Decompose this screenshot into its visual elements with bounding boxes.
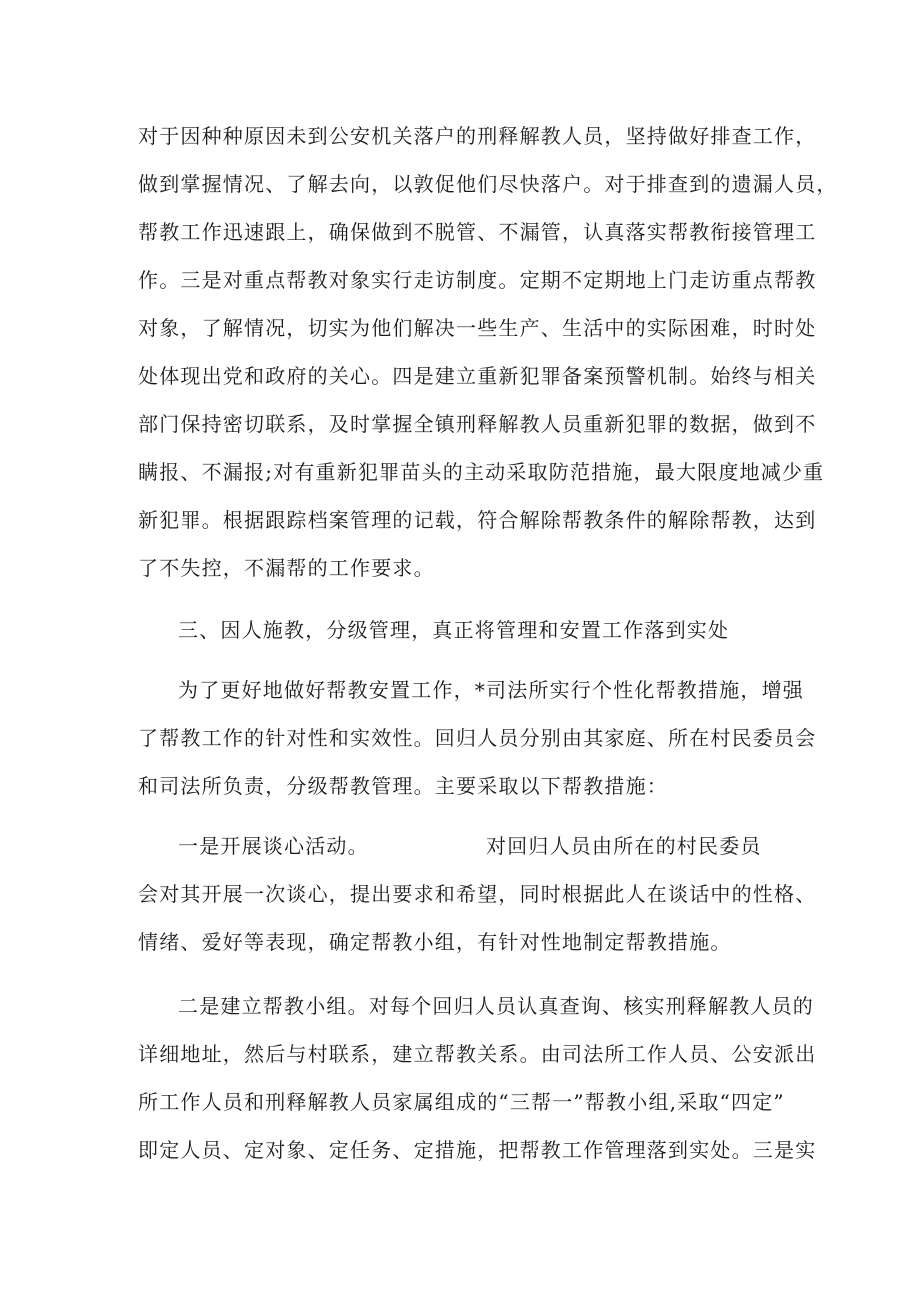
text-line: 详细地址，然后与村联系，建立帮教关系。由司法所工作人员、公安派出 bbox=[138, 1042, 817, 1066]
text-line: 对于因种种原因未到公安机关落户的刑释解教人员，坚持做好排查工作， bbox=[138, 124, 817, 148]
text-line: 部门保持密切联系，及时掌握全镇刑释解教人员重新犯罪的数据，做到不 bbox=[138, 412, 817, 436]
section-heading: 三、因人施教，分级管理，真正将管理和安置工作落到实处 bbox=[178, 618, 730, 642]
text-line: 了帮教工作的针对性和实效性。回归人员分别由其家庭、所在村民委员会 bbox=[138, 726, 817, 750]
text-line: 和司法所负责，分级帮教管理。主要采取以下帮教措施： bbox=[138, 774, 668, 798]
text-line: 新犯罪。根据跟踪档案管理的记载，符合解除帮教条件的解除帮教，达到 bbox=[138, 508, 817, 532]
text-line: 瞒报、不漏报;对有重新犯罪苗头的主动采取防范措施，最大限度地减少重 bbox=[138, 460, 825, 484]
text-line: 帮教工作迅速跟上，确保做到不脱管、不漏管，认真落实帮教衔接管理工 bbox=[138, 220, 817, 244]
text-line: 做到掌握情况、了解去向，以敦促他们尽快落户。对于排查到的遗漏人员， bbox=[138, 172, 838, 196]
text-line: 为了更好地做好帮教安置工作，*司法所实行个性化帮教措施，增强 bbox=[178, 678, 804, 702]
text-line: 即定人员、定对象、定任务、定措施，把帮教工作管理落到实处。三是实 bbox=[138, 1138, 817, 1162]
text-line-part: 对回归人员由所在的村民委员 bbox=[486, 834, 762, 858]
text-line: 所工作人员和刑释解教人员家属组成的“三帮一”帮教小组,采取“四定” bbox=[138, 1090, 785, 1114]
text-line-part: 一是开展谈心活动。 bbox=[178, 834, 369, 858]
text-line: 二是建立帮教小组。对每个回归人员认真查询、核实刑释解教人员的 bbox=[178, 994, 814, 1018]
text-line: 作。三是对重点帮教对象实行走访制度。定期不定期地上门走访重点帮教 bbox=[138, 268, 817, 292]
text-line: 了不失控，不漏帮的工作要求。 bbox=[138, 556, 435, 580]
text-line: 对象，了解情况，切实为他们解决一些生产、生活中的实际困难，时时处 bbox=[138, 316, 817, 340]
text-line: 处体现出党和政府的关心。四是建立重新犯罪备案预警机制。始终与相关 bbox=[138, 364, 817, 388]
text-line: 情绪、爱好等表现，确定帮教小组，有针对性地制定帮教措施。 bbox=[138, 930, 732, 954]
text-line: 会对其开展一次谈心，提出要求和希望，同时根据此人在谈话中的性格、 bbox=[138, 882, 817, 906]
